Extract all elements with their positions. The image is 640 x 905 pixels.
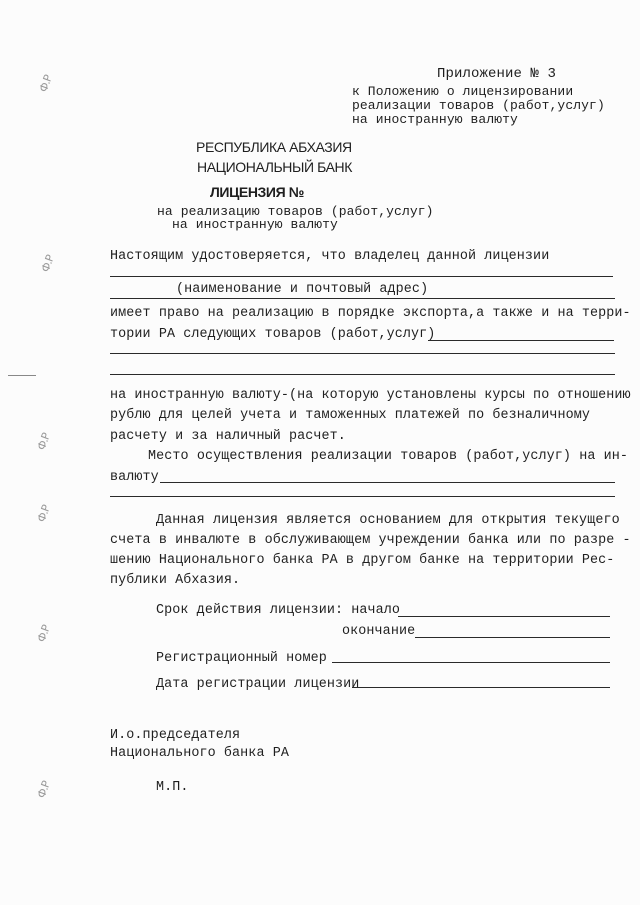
signature-role-1: И.о.председателя xyxy=(110,728,241,743)
rights-line-2: тории РА следующих товаров (работ,услуг) xyxy=(110,327,436,342)
appendix-line-3: на иностранную валюту xyxy=(352,112,518,127)
margin-mark: Ф.Р xyxy=(34,779,53,800)
rights-line-1: имеет право на реализацию в порядке экспорта,а также и на терри- xyxy=(110,306,631,321)
currency-line-3: расчету и за наличный расчет. xyxy=(110,429,346,444)
place-line xyxy=(160,482,615,483)
currency-line-1: на иностранную валюту-(на которую установлены курсы по отношению xyxy=(110,388,631,403)
owner-line-2 xyxy=(110,298,615,299)
place-line-1: Место осуществления реализации товаров (работ,услуг) на ин- xyxy=(148,449,629,464)
goods-line-2 xyxy=(110,353,615,354)
margin-mark: Ф.Р xyxy=(34,623,53,644)
reg-date-label: Дата регистрации лицензии xyxy=(156,677,360,692)
license-title: ЛИЦЕНЗИЯ № xyxy=(210,184,304,200)
validity-label: Срок действия лицензии: начало xyxy=(156,603,401,618)
republic-title: РЕСПУБЛИКА АБХАЗИЯ xyxy=(196,139,352,155)
basis-line-1: Данная лицензия является основанием для открытия текущего xyxy=(156,513,620,528)
appendix-line-1: к Положению о лицензировании xyxy=(352,84,574,99)
license-subtitle-1: на реализацию товаров (работ,услуг) xyxy=(157,204,434,219)
margin-mark: Ф.Р xyxy=(34,431,53,452)
place-line-2: валюту xyxy=(110,470,159,485)
license-subtitle-2: на иностранную валюту xyxy=(172,217,338,232)
certify-text: Настоящим удостоверяется, что владелец данной лицензии xyxy=(110,249,550,264)
goods-line-3 xyxy=(110,374,615,375)
signature-role-2: Национального банка РА xyxy=(110,746,289,761)
validity-end-label: окончание xyxy=(342,624,416,639)
basis-line-3: шению Национального банка РА в другом банке на территории Рес- xyxy=(110,553,615,568)
bank-title: НАЦИОНАЛЬНЫЙ БАНК xyxy=(197,159,353,175)
place-line-2-rule xyxy=(110,496,615,497)
appendix-line-2: реализации товаров (работ,услуг) xyxy=(352,98,605,113)
appendix-title: Приложение № 3 xyxy=(437,66,557,82)
reg-number-line xyxy=(332,662,610,663)
reg-date-line xyxy=(352,687,610,688)
name-hint: (наименование и почтовый адрес) xyxy=(176,282,429,297)
basis-line-4: публики Абхазия. xyxy=(110,573,241,588)
validity-end-line xyxy=(415,637,610,638)
reg-number-label: Регистрационный номер xyxy=(156,651,327,666)
margin-mark: Ф.Р xyxy=(36,73,55,94)
margin-mark: Ф.Р xyxy=(38,253,57,274)
margin-tick xyxy=(8,375,36,376)
owner-line xyxy=(110,276,613,277)
validity-start-line xyxy=(398,616,610,617)
currency-line-2: рублю для целей учета и таможенных платежей по безналичному xyxy=(110,408,591,423)
margin-mark: Ф.Р xyxy=(34,503,53,524)
stamp-label: М.П. xyxy=(156,780,189,795)
goods-line-1 xyxy=(428,340,614,341)
basis-line-2: счета в инвалюте в обслуживающем учреждении банка или по разре - xyxy=(110,533,631,548)
